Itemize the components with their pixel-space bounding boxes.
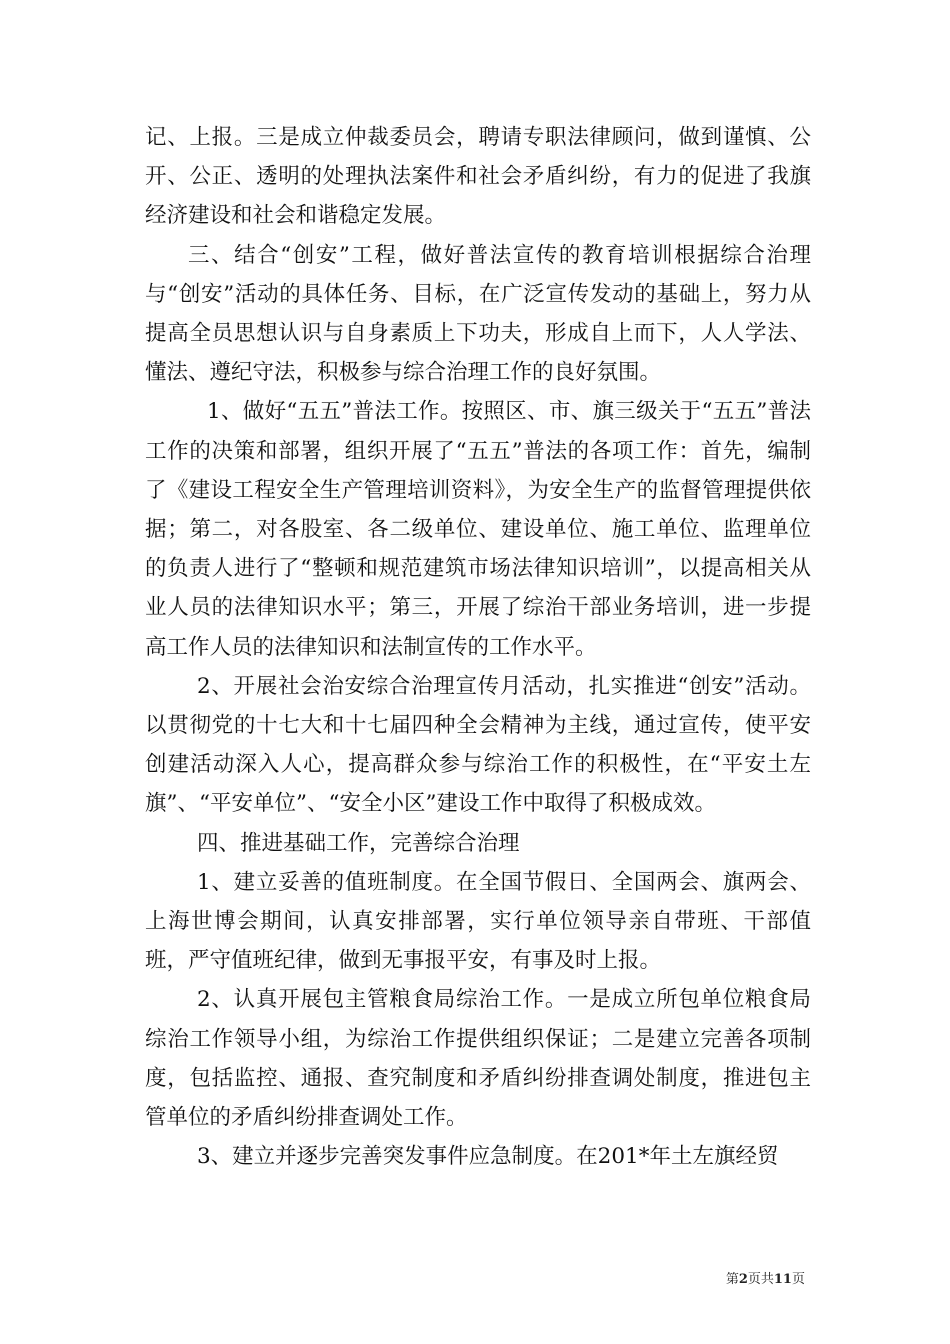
paragraph-item-4-3: 3、建立并逐步完善突发事件应急制度。在201*年土左旗经贸 — [197, 1144, 779, 1170]
current-page-number: 2 — [738, 1272, 748, 1287]
page-number-footer — [726, 1272, 805, 1288]
paragraph-section-four: 四、推进基础工作，完善综合治理 — [197, 830, 520, 856]
footer-middle: 页共 — [747, 1272, 774, 1287]
footer-prefix: 第 — [725, 1272, 739, 1287]
footer-suffix: 页 — [791, 1272, 805, 1287]
paragraph-item-4-2: 2、认真开展包主管粮食局综治工作。一是成立所包单位粮食局综治工作领导小组，为综治工作提供组织保证；二是建立完善各项制度，包括监控、通报、查究制度和矛盾纠纷排查调处制度，推进包主管单位的矛盾纠纷排查调处工作。 — [145, 987, 811, 1131]
paragraph-continuation: 记、上报。三是成立仲裁委员会，聘请专职法律顾问，做到谨慎、公开、公正、透明的处理执法案件和社会矛盾纠纷，有力的促进了我旗经济建设和社会和谐稳定发展。 — [145, 125, 811, 229]
paragraph-item-3-2: 2、开展社会治安综合治理宣传月活动，扎实推进“创安”活动。以贯彻党的十七大和十七届四种全会精神为主线，通过宣传，使平安创建活动深入人心，提高群众参与综治工作的积极性，在“平安土左旗”、“平安单位”、“安全小区”建设工作中取得了积极成效。 — [145, 673, 811, 817]
paragraph-item-3-1: 1、做好“五五”普法工作。按照区、市、旗三级关于“五五”普法工作的决策和部署，组织开展了“五五”普法的各项工作：首先，编制了《建设工程安全生产管理培训资料》，为安全生产的监督管理提供依据；第二，对各股室、各二级单位、建设单位、施工单位、监理单位的负责人进行了“整顿和规范建筑市场法律知识培训”，以提高相关从业人员的法律知识水平；第三，开展了综治干部业务培训，进一步提高工作人员的法律知识和法制宣传的工作水平。 — [145, 399, 811, 660]
total-pages-number: 11 — [773, 1272, 792, 1287]
paragraph-section-three: 三、结合“创安”工程，做好普法宣传的教育培训根据综合治理与“创安”活动的具体任务、目标，在广泛宣传发动的基础上，努力从提高全员思想认识与自身素质上下功夫，形成自上而下，人人学法、懂法、遵纪守法，积极参与综合治理工作的良好氛围。 — [145, 242, 811, 386]
paragraph-item-4-1: 1、建立妥善的值班制度。在全国节假日、全国两会、旗两会、上海世博会期间，认真安排部署，实行单位领导亲自带班、干部值班，严守值班纪律，做到无事报平安，有事及时上报。 — [145, 869, 811, 974]
document-body — [145, 118, 811, 1176]
